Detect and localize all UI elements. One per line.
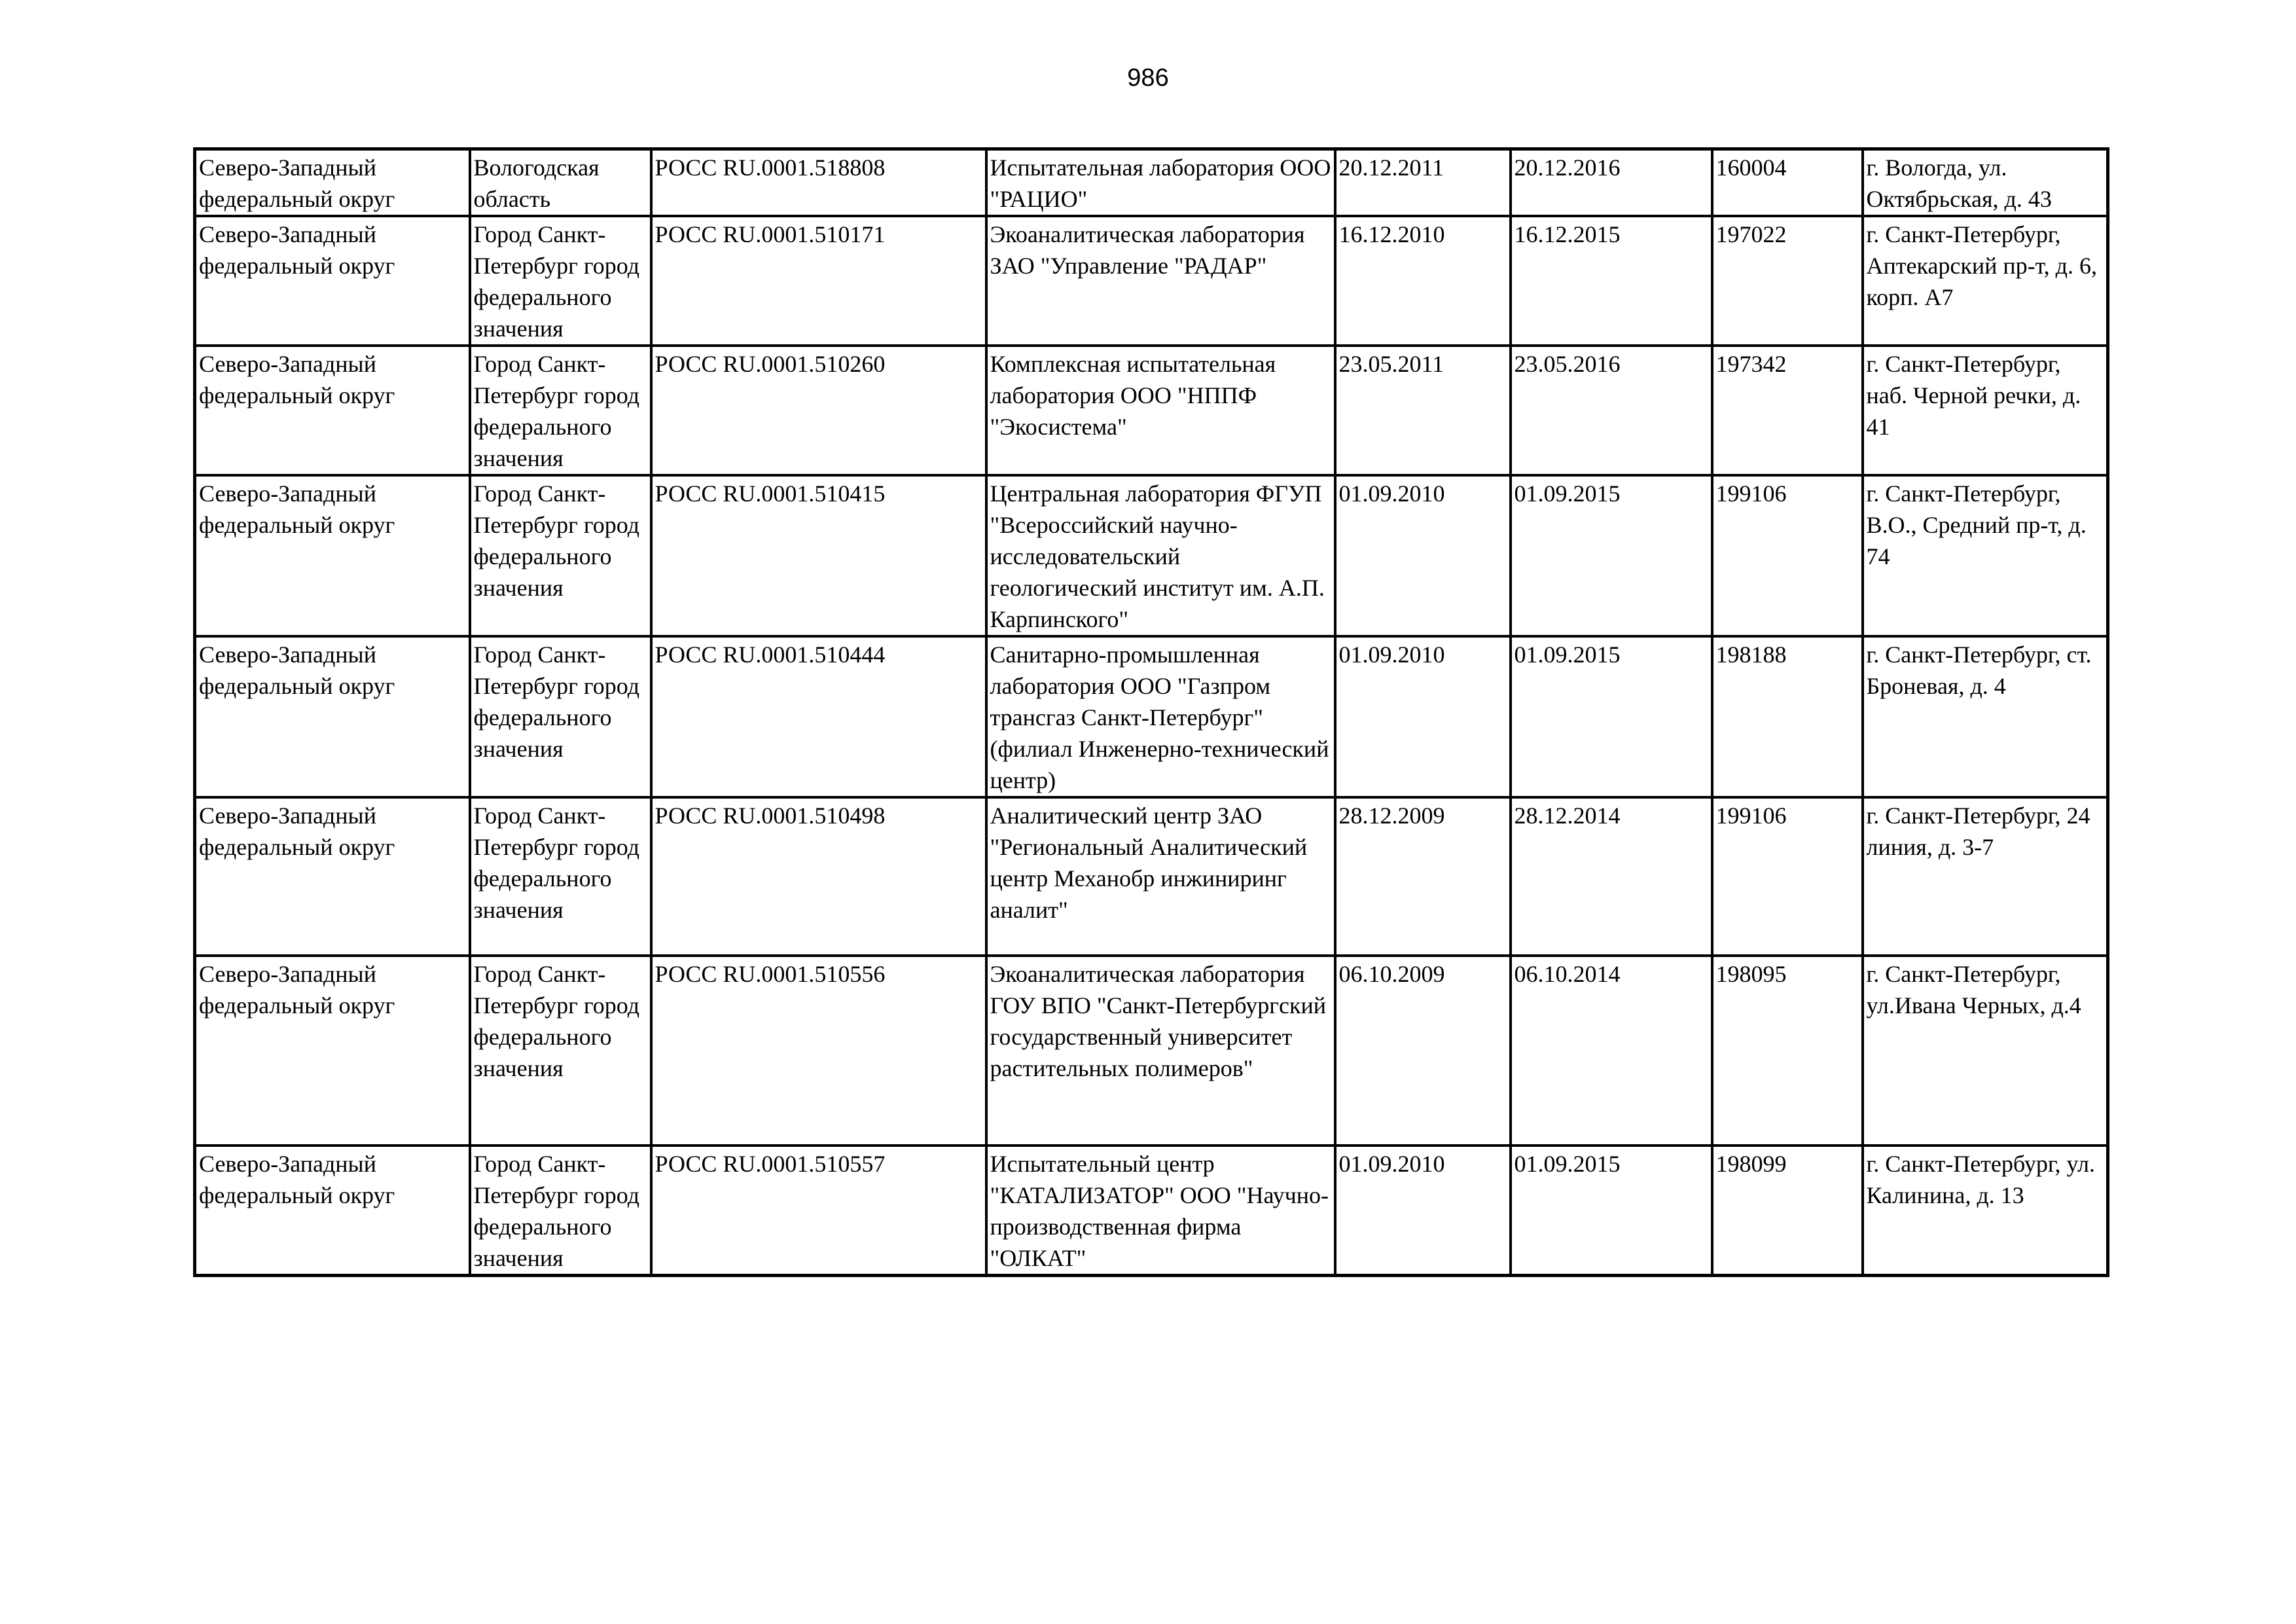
laboratory-name-cell: Аналитический центр ЗАО "Региональный Аналитический центр Механобр инжиниринг аналит": [986, 797, 1335, 956]
postal-code-cell: 199106: [1712, 475, 1863, 636]
address-cell: г. Санкт-Петербург, 24 линия, д. 3-7: [1863, 797, 2108, 956]
address-cell: г. Санкт-Петербург, В.О., Средний пр-т, д. 74: [1863, 475, 2108, 636]
federal-district-cell: Северо-Западный федеральный округ: [195, 216, 470, 346]
postal-code-cell: 198095: [1712, 956, 1863, 1146]
issue-date-cell: 20.12.2011: [1335, 149, 1511, 217]
postal-code-cell: 160004: [1712, 149, 1863, 217]
expiry-date-cell: 01.09.2015: [1511, 475, 1712, 636]
laboratory-name-cell: Комплексная испытательная лаборатория ООО "НППФ "Экосистема": [986, 346, 1335, 475]
expiry-date-cell: 28.12.2014: [1511, 797, 1712, 956]
postal-code-cell: 198099: [1712, 1146, 1863, 1276]
laboratory-name-cell: Центральная лаборатория ФГУП "Всероссийский научно-исследовательский геологический институт им. А.П. Карпинского": [986, 475, 1335, 636]
laboratory-name-cell: Санитарно-промышленная лаборатория ООО "Газпром трансгаз Санкт-Петербург" (филиал Инженерно-технический центр): [986, 636, 1335, 797]
page-number: 986: [1127, 64, 1169, 92]
certificate-number-cell: РОСС RU.0001.510415: [651, 475, 986, 636]
region-cell: Город Санкт-Петербург город федерального значения: [470, 797, 651, 956]
issue-date-cell: 28.12.2009: [1335, 797, 1511, 956]
expiry-date-cell: 16.12.2015: [1511, 216, 1712, 346]
region-cell: Город Санкт-Петербург город федерального значения: [470, 956, 651, 1146]
address-cell: г. Санкт-Петербург, наб. Черной речки, д. 41: [1863, 346, 2108, 475]
laboratory-name-cell: Экоаналитическая лаборатория ГОУ ВПО "Санкт-Петербургский государственный университет растительных полимеров": [986, 956, 1335, 1146]
region-cell: Город Санкт-Петербург город федерального значения: [470, 475, 651, 636]
expiry-date-cell: 06.10.2014: [1511, 956, 1712, 1146]
issue-date-cell: 06.10.2009: [1335, 956, 1511, 1146]
expiry-date-cell: 23.05.2016: [1511, 346, 1712, 475]
address-cell: г. Санкт-Петербург, ул.Ивана Черных, д.4: [1863, 956, 2108, 1146]
address-cell: г. Санкт-Петербург, ст. Броневая, д. 4: [1863, 636, 2108, 797]
table-row: [195, 797, 2108, 956]
federal-district-cell: Северо-Западный федеральный округ: [195, 956, 470, 1146]
postal-code-cell: 199106: [1712, 797, 1863, 956]
expiry-date-cell: 20.12.2016: [1511, 149, 1712, 217]
region-cell: Город Санкт-Петербург город федерального значения: [470, 346, 651, 475]
region-cell: Город Санкт-Петербург город федерального значения: [470, 636, 651, 797]
table-row: [195, 346, 2108, 475]
certificate-number-cell: РОСС RU.0001.518808: [651, 149, 986, 217]
region-cell: Город Санкт-Петербург город федерального значения: [470, 216, 651, 346]
federal-district-cell: Северо-Западный федеральный округ: [195, 636, 470, 797]
certificate-number-cell: РОСС RU.0001.510444: [651, 636, 986, 797]
table-row: [195, 636, 2108, 797]
issue-date-cell: 16.12.2010: [1335, 216, 1511, 346]
laboratory-name-cell: Испытательный центр "КАТАЛИЗАТОР" ООО "Научно-производственная фирма "ОЛКАТ": [986, 1146, 1335, 1276]
expiry-date-cell: 01.09.2015: [1511, 636, 1712, 797]
laboratory-name-cell: Испытательная лаборатория ООО "РАЦИО": [986, 149, 1335, 217]
address-cell: г. Вологда, ул. Октябрьская, д. 43: [1863, 149, 2108, 217]
table-row: [195, 216, 2108, 346]
certificate-number-cell: РОСС RU.0001.510556: [651, 956, 986, 1146]
address-cell: г. Санкт-Петербург, ул. Калинина, д. 13: [1863, 1146, 2108, 1276]
region-cell: Вологодская область: [470, 149, 651, 217]
region-cell: Город Санкт-Петербург город федерального значения: [470, 1146, 651, 1276]
address-cell: г. Санкт-Петербург, Аптекарский пр-т, д. 6, корп. А7: [1863, 216, 2108, 346]
expiry-date-cell: 01.09.2015: [1511, 1146, 1712, 1276]
federal-district-cell: Северо-Западный федеральный округ: [195, 797, 470, 956]
postal-code-cell: 197342: [1712, 346, 1863, 475]
postal-code-cell: 197022: [1712, 216, 1863, 346]
table-row: [195, 475, 2108, 636]
laboratory-name-cell: Экоаналитическая лаборатория ЗАО "Управление "РАДАР": [986, 216, 1335, 346]
table-row: [195, 956, 2108, 1146]
issue-date-cell: 01.09.2010: [1335, 636, 1511, 797]
table-row: [195, 1146, 2108, 1276]
table-row: [195, 149, 2108, 217]
issue-date-cell: 01.09.2010: [1335, 1146, 1511, 1276]
federal-district-cell: Северо-Западный федеральный округ: [195, 475, 470, 636]
certificate-number-cell: РОСС RU.0001.510260: [651, 346, 986, 475]
federal-district-cell: Северо-Западный федеральный округ: [195, 346, 470, 475]
issue-date-cell: 23.05.2011: [1335, 346, 1511, 475]
laboratory-registry-table: [193, 147, 2109, 1277]
federal-district-cell: Северо-Западный федеральный округ: [195, 1146, 470, 1276]
certificate-number-cell: РОСС RU.0001.510557: [651, 1146, 986, 1276]
issue-date-cell: 01.09.2010: [1335, 475, 1511, 636]
certificate-number-cell: РОСС RU.0001.510171: [651, 216, 986, 346]
certificate-number-cell: РОСС RU.0001.510498: [651, 797, 986, 956]
postal-code-cell: 198188: [1712, 636, 1863, 797]
federal-district-cell: Северо-Западный федеральный округ: [195, 149, 470, 217]
